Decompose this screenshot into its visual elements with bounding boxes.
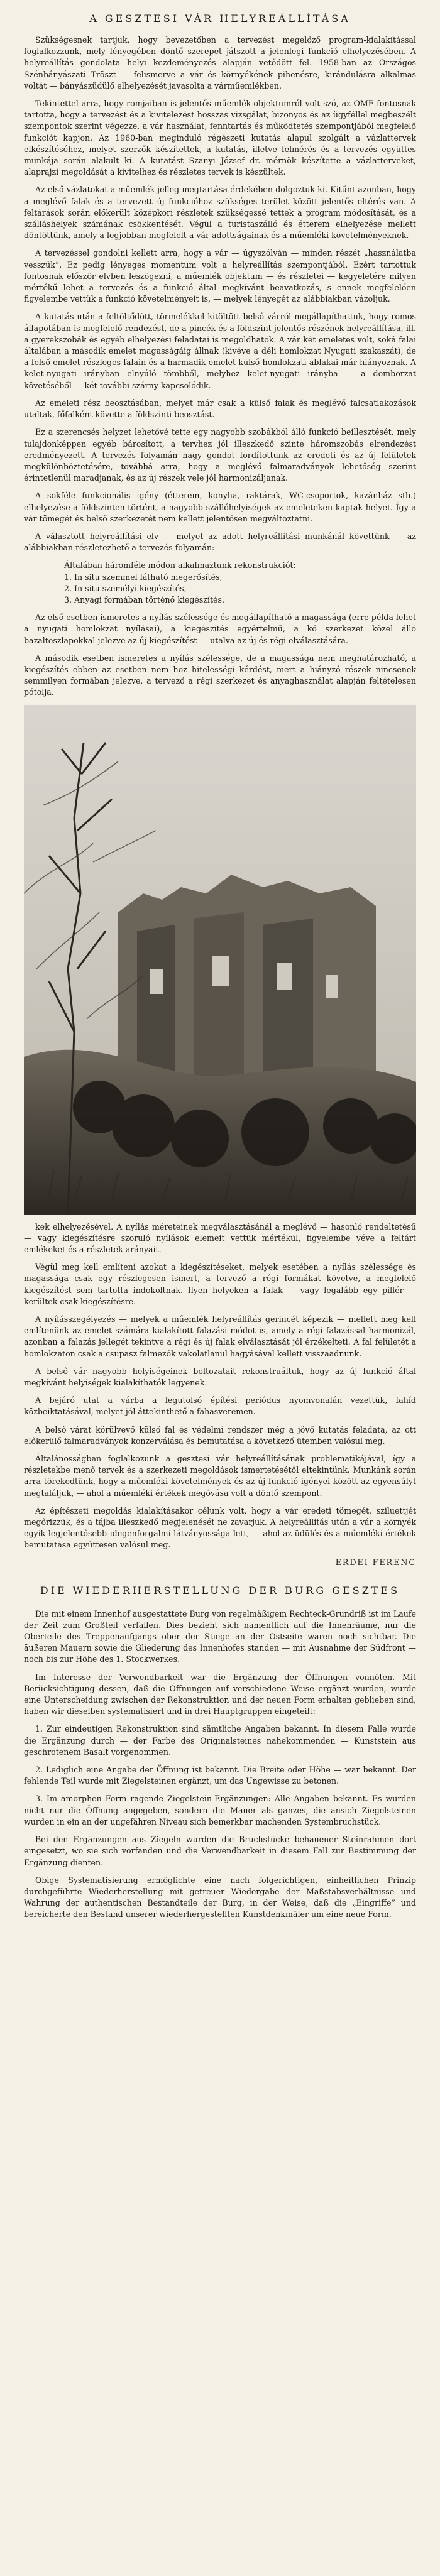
paragraph: A választott helyreállítási elv — melyet az adott helyreállítási munkánál követtünk — az alábbiakban részletezhető a tervezés folyamán: [24,531,416,553]
paragraph: 2. Lediglich eine Angabe der Öffnung ist bekannt. Die Breite oder Höhe — war bekannt. Der fehlende Teil wurde mit Ziegelsteinen ergänzt, um das Ungewisse zu betonen. [24,1765,416,1786]
paragraph: Die mit einem Innenhof ausgestattete Burg von regelmäßigem Rechteck-Grundriß ist im Laufe der Zeit zum Großteil verfallen. Dies bezieht sich namentlich auf die Innenräume, nur die Oberteile des Treppenaufgangs ober der Stiege an der Ostseite waren noch sichtbar. Die äußeren Mauern sowie die Gliederung des Innenhofes standen — mit Ausnahme der Südfront — noch bis zur Höhe des 1. Stockwerkes. [24,1608,416,1664]
paragraph: kek elhelyezésével. A nyílás méreteinek megválasztásánál a meglévő — hasonló rendeltetésű — vagy kiegészítésre szoruló nyílások elemeit vettük mértékül, figyelembe véve a feltárt emlékeket és a részletek arányait. [24,1221,416,1254]
castle-ruin-image [24,705,416,1215]
list-item: Általában háromféle módon alkalmaztunk rekonstrukciót: [64,560,296,570]
paragraph: Bei den Ergänzungen aus Ziegeln wurden die Bruchstücke behauener Steinrahmen dort eingesetzt, wo sie sich vorfanden und die Verwendbarkeit in diesem Fall zur Bestimmung der Ergänzung dienten. [24,1835,416,1867]
paragraph: A tervezéssel gondolni kellett arra, hogy a vár — úgyszólván — minden részét „használatba vesszük”. Ez pedig lényeges momentum volt a helyreállítás szempontjából. Ezért tartottuk fontosnak először elvben leszögezni, a műemlék objektum — és részletei — kegyeletére milyen mértékű lehet a tervezés és a funkció által megkívánt beavatkozás, s ennek megfelelően figyelembe vettük a funkció követelményeit is, — melyek lényegét az alábbiakban vázoljuk. [24,248,416,304]
paragraph: Obige Systematisierung ermöglichte eine nach folgerichtigen, einheitlichen Prinzip durchgeführte Wiederherstellung mit getreuer Wiedergabe der Maßstabsverhältnisse und Wahrung der authentischen Bestandteile der Burg, in der Weise, daß die „Eingriffe” und bereicherte den Bestand unserer wiederhergestellten Kunstdenkmäler um eine neue Form. [24,1875,416,1919]
paragraph: A sokféle funkcionális igény (étterem, konyha, raktárak, WC-csoportok, kazánház stb.) elhelyezése a földszinten történt, a nagyobb szállóhelyiségek az emeleteken kaptak helyet. Így a vár tömegét és belső szerkezetét nem kellett jelentősen megváltoztatni. [24,491,416,523]
list-item: 1. In situ szemmel látható megerősítés, [64,572,223,582]
paragraph: Tekintettel arra, hogy romjaiban is jelentős műemlék-objektumról volt szó, az OMF fontosnak tartotta, hogy a tervezést és a kivitelezést hosszas vizsgálat, bizonyos és az ügyféllel megbeszélt szempontok szerint végezze, a vár használat, fenntartás és működtetés szempontjából megfelelő funkciót kapjon. Az 1960-ban meginduló régészeti kutatás alapul szolgált a vázlattervek elkészítéséhez, melyet szerzők készítettek, a kutatás, illetve felmérés és a tervezés együttes munkája során alakult ki. A kutatást Szanyi József dr. mérnök készítette a vázlatterveket, alaprajzi megoldását a kivitelhez és részletes tervek is készültek. [24,99,416,177]
paragraph: A kutatás után a feltöltődött, törmelékkel kitöltött belső várról megállapíthattuk, hogy romos állapotában is megfelelő rendezést, de a pincék és a földszint jelentős részének helyreállítása, ill. a gyerekszobák és egyéb elhelyezési feladatai is megoldhatók. A vár két emeletes volt, soká falai általában a második emelet magasságáig állnak (kivéve a déli homlokzat Nyugati szakaszát), de a felső emelet részleges falain és a harmadik emelet külső homlokzati ablakai már hiányoznak. A kelet-nyugati irányban elnyúló tömbből, melyhez kelet-nyugati irányba — a domborzat követéséből — két további szárny kapcsolódik. [24,312,416,390]
paragraph: Im Interesse der Verwendbarkeit war die Ergänzung der Öffnungen vonnöten. Mit Berücksichtigung dessen, daß die Öffnungen auf verschiedene Weise ergänzt wurden, wurde eine Unterscheidung zwischen der Rekonstruktion und der neuen Form erhalten geblieben sind, haben wir dieselben systematisiert und in drei Hauptgruppen eingeteilt: [24,1672,416,1716]
paragraph: A belső várat körülvevő külső fal és védelmi rendszer még a jövő kutatás feladata, az ott előkerülő falmaradványok konzerválása és bemutatása a következő ütemben valósul meg. [24,1424,416,1446]
paragraph: Végül meg kell említeni azokat a kiegészítéseket, melyek esetében a nyílás szélessége és magassága csak egy részlegesen ismert, a tervező a régi formákat követve, a megfelelő kiegészítést sem tartotta indokoltnak. Ilyen helyeken a falak — vagy legalább egy pillér — kerültek csak kiegészítésre. [24,1262,416,1306]
list-item: 2. In situ személyi kiegészítés, [64,583,187,593]
article-body-2 [24,1221,416,1551]
paragraph: Általánosságban foglalkozunk a gesztesi vár helyreállításának problematikájával, így a részletekbe menő tervek és a szerkezeti megoldások ismertetésétől eltekintünk. Munkánk során arra törekedtünk, hogy a műemléki követelmények és az új funkció igényei között az egyensúlyt megtaláljuk, — ahol a műemléki értékek megóvása volt a döntő szempont. [24,1454,416,1498]
author-signature: ERDEI FERENC [335,1557,416,1567]
paragraph: A bejáró utat a várba a legutolsó építési periódus nyomvonalán vezettük, fahíd közbeiktatásával, melyet jól áttekinthető a fahasveremen. [24,1395,416,1417]
reconstruction-list [24,560,416,606]
paragraph: 1. Zur eindeutigen Rekonstruktion sind sämtliche Angaben bekannt. In diesem Falle wurde die Ergänzung durch — der Farbe des Originalsteines nahekommenden — Kunststein aus geschrotenem Basalt vorgenommen. [24,1724,416,1757]
list-item: 3. Anyagi formában történő kiegészítés. [64,594,224,604]
article-body-1 [24,35,416,699]
paragraph: A nyílásszegélyezés — melyek a műemlék helyreállítás gerincét képezik — mellett meg kell említenünk az emelet számára kialakított falazási módot is, amely a régi falazással harmonizál, azonban a falazás jellegét tekintve a régi és új falak elválasztását jól érzékelteti. A fal felületét a homlokzaton csak a csupasz falmezők vakolatlanul hagyásával kellett visszaadnunk. [24,1314,416,1358]
paragraph: Az építészeti megoldás kialakításakor célunk volt, hogy a vár eredeti tömegét, sziluettjét megőrizzük, és a tájba illeszkedő megjelenését ne zavarjuk. A helyreállítás után a vár a környék egyik legjelentősebb idegenforgalmi látványossága lett, — ahol az üdülés és a műemléki értékek bemutatása együttesen valósul meg. [24,1505,416,1550]
page-bottom-margin [0,2566,440,2576]
castle-ruin-photo [24,705,416,1215]
paragraph: Az emeleti rész beosztásában, melyet már csak a külső falak és meglévő falcsatlakozások utaltak, főfalként követte a földszinti beosztást. [24,398,416,420]
paragraph: Az első esetben ismeretes a nyílás szélessége és megállapítható a magassága (erre példa lehet a nyugati homlokzat nyílásai), a kiegészítés egyértelmű, a kő szerkezet közel álló bazaltoszlapokkal jelezve az új kiegészítést — utalva az új és régi elválasztására. [24,613,416,645]
german-article-title: DIE WIEDERHERSTELLUNG DER BURG GESZTES [40,1584,400,1596]
paragraph: Ez a szerencsés helyzet lehetővé tette egy nagyobb szobákból álló funkció beillesztését, mely tulajdonképpen egyéb bárosított, a tervhez jól illeszkedő szinte háromszobás elrendezést eredményezett. A tervezés folyamán nagy gondot fordítottunk az eredeti és az új felületek megkülönböztetésére, továbbá arra, hogy a meglévő falmaradványok lehetőség szerint érintetlenül maradjanak, és az új részek vele jól harmonizáljanak. [24,427,416,483]
paragraph: Az első vázlatokat a műemlék-jelleg megtartása érdekében dolgoztuk ki. Kitűnt azonban, hogy a meglévő falak és a tervezett új funkcióhoz szükséges terület között jelentős eltérés van. A feltárások során előkerült középkori részletek szükségessé tették a program módosítását, és a szálláshelyek számának csökkentését. Végül a turistaszálló és étterem elhelyezése mellett döntöttünk, amely a legjobban megfelelt a vár adottságainak és a műemléki követelményeknek. [24,185,416,241]
paragraph: Szükségesnek tartjuk, hogy bevezetőben a tervezést megelőző program-kialakítással foglalkozzunk, mely lényegében döntő szerepet játszott a jelenlegi funkció elhelyezésében. A helyreállítás gondolata helyi kezdeményezés alapján vetődött fel. 1958-ban az Országos Szénbányászati Tröszt — felismerve a vár és környékének pihenésre, kirándulásra alkalmas voltát — bányászüdülő elhelyezését javasolta a várműemlékben. [24,35,416,90]
article-title: A GESZTESI VÁR HELYREÁLLÍTÁSA [89,13,351,25]
paragraph: 3. Im amorphen Form ragende Ziegelstein-Ergänzungen: Alle Angaben bekannt. Es wurden nicht nur die Öffnung angegeben, sondern die Mauer als ganzes, die ansich Ziegelsteinen wurden in ein an der ungefähren Niveau sich bemerkbar machenden Systembruchstück. [24,1794,416,1826]
paragraph: A második esetben ismeretes a nyílás szélessége, de a magassága nem meghatározható, a kiegészítés ebben az esetben nem hoz hitelességi kérdést, mert a hiányzó részek nincsenek semmilyen formában jelezve, a tervező a régi szerkezet és anyaghasználat alapján feltételesen pótolja. [24,653,416,697]
german-article-body [24,1608,416,1921]
paragraph: A belső vár nagyobb helyiségeinek boltozatait rekonstruáltuk, hogy az új funkció által megkívánt helyiségek kialakíthatók legyenek. [24,1366,416,1387]
